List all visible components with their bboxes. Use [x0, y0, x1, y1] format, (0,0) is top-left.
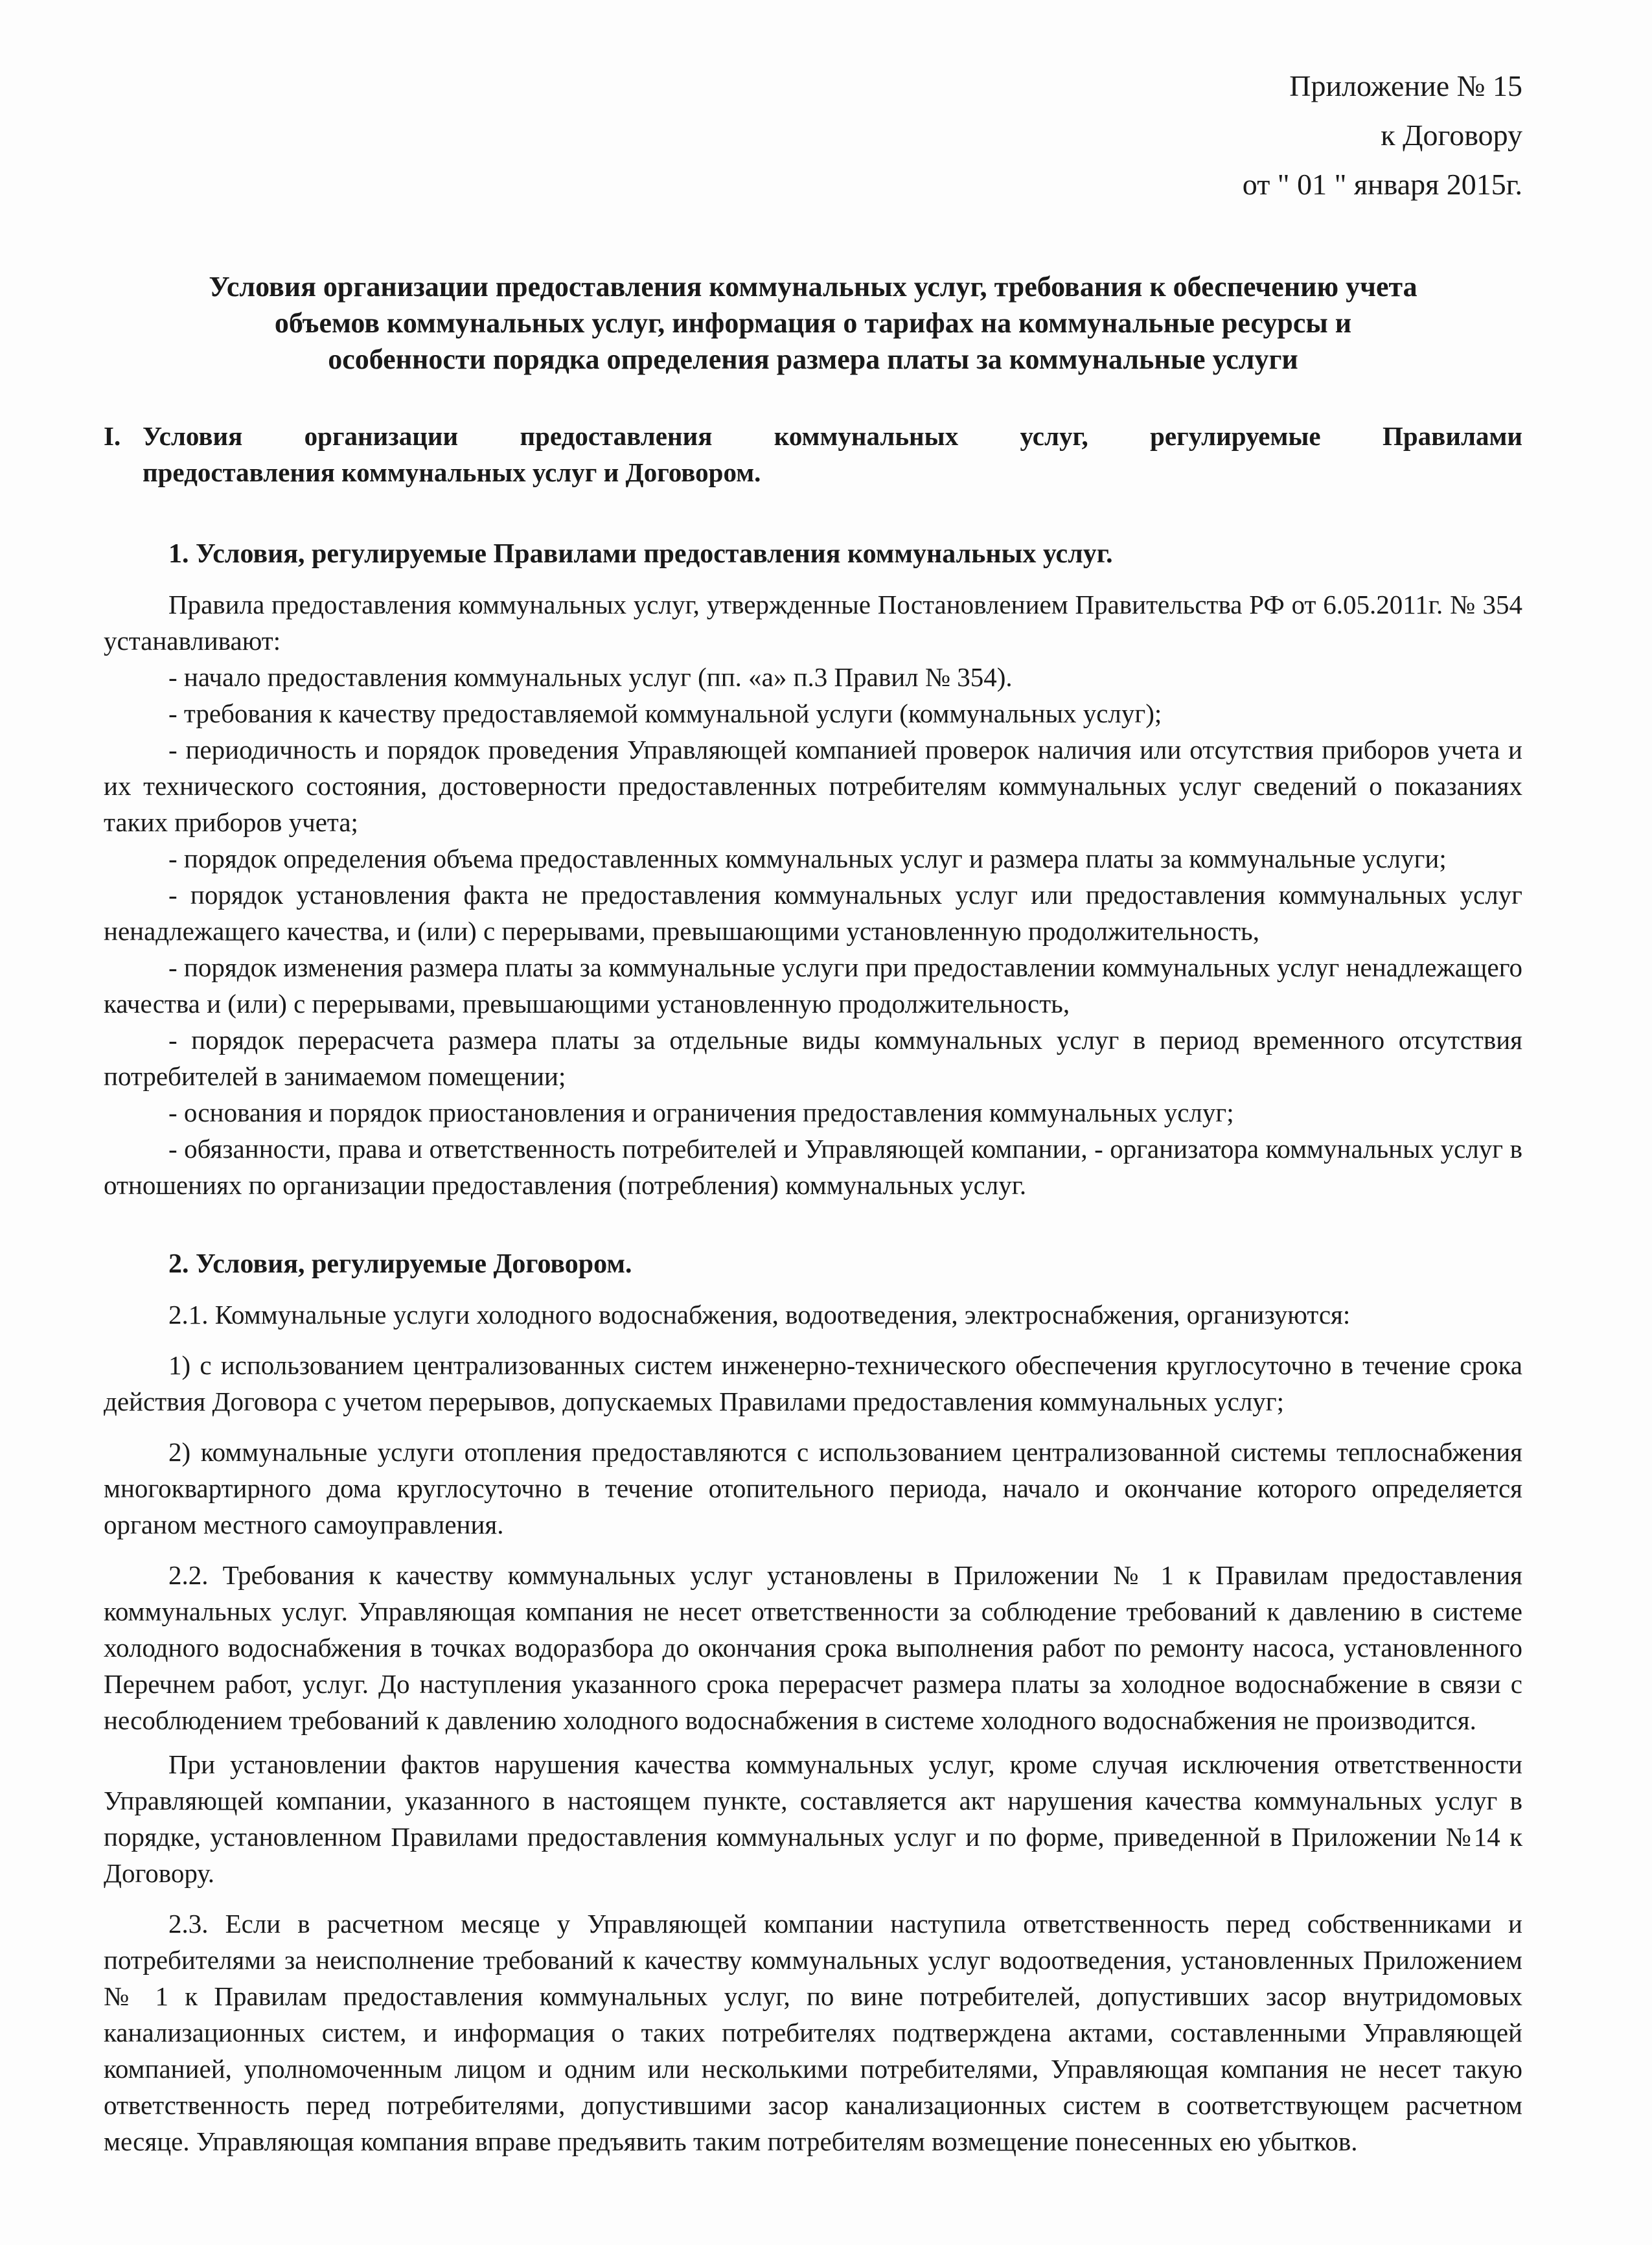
- paragraph-2-1-item-2: 2) коммунальные услуги отопления предоставляются с использованием централизованной системы теплоснабжения многоквартирного дома круглосуточно в течение отопительного периода, начало и окончание которого определяется органом местного самоуправления.: [104, 1437, 1522, 1539]
- document-content: [104, 62, 1522, 2159]
- subsection-1-heading: 1. Условия, регулируемые Правилами предоставления коммунальных услуг.: [168, 539, 1113, 569]
- appendix-header: [104, 62, 1522, 209]
- section-1-line-1: Условия организации предоставления коммунальных услуг, регулируемые Правилами: [143, 421, 1522, 451]
- section-1-heading: [104, 418, 1522, 490]
- title-line-1: Условия организации предоставления коммунальных услуг, требования к обеспечению учета: [209, 271, 1417, 303]
- appendix-number: Приложение № 15: [1289, 69, 1522, 102]
- section-1-line-2: предоставления коммунальных услуг и Договором.: [143, 457, 761, 487]
- list-item: - периодичность и порядок проведения Управляющей компанией проверок наличия или отсутствия приборов учета и их технического состояния, достоверности предоставленных потребителям коммунальных услуг сведений о показаниях таких приборов учета;: [104, 735, 1522, 837]
- appendix-date: от " 01 " января 2015г.: [1242, 168, 1522, 201]
- list-item: - обязанности, права и ответственность потребителей и Управляющей компании, - организатора коммунальных услуг в отношениях по организации предоставления (потребления) коммунальных услуг.: [104, 1134, 1522, 1200]
- paragraph-2-1-item-1: 1) с использованием централизованных систем инженерно-технического обеспечения круглосуточно в течение срока действия Договора с учетом перерывов, допускаемых Правилами предоставления коммунальных услуг;: [104, 1350, 1522, 1416]
- paragraph-2-1: 2.1. Коммунальные услуги холодного водоснабжения, водоотведения, электроснабжения, организуются:: [168, 1300, 1351, 1330]
- list-item: - требования к качеству предоставляемой коммунальной услуги (коммунальных услуг);: [168, 698, 1162, 728]
- subsection-1-intro: Правила предоставления коммунальных услуг, утвержденные Постановлением Правительства РФ от 6.05.2011г. № 354 устанавливают:: [104, 590, 1522, 656]
- title-line-3: особенности порядка определения размера платы за коммунальные услуги: [328, 343, 1298, 375]
- subsection-2-heading: 2. Условия, регулируемые Договором.: [168, 1249, 632, 1279]
- appendix-contract: к Договору: [1381, 119, 1522, 152]
- section-1-number: I.: [104, 421, 121, 451]
- list-item: - основания и порядок приостановления и ограничения предоставления коммунальных услуг;: [168, 1098, 1234, 1127]
- paragraph-2-3: 2.3. Если в расчетном месяце у Управляющей компании наступила ответственность перед собственниками и потребителями за неисполнение требований к качеству коммунальных услуг водоотведения, установленных Приложением № 1 к Правилам предоставления коммунальных услуг, по вине потребителей, допустивших засор внутридомовых канализационных систем, и информация о таких потребителях подтверждена актами, составленными Управляющей компанией, уполномоченным лицом и одним или несколькими потребителями, Управляющая компания не несет такую ответственность перед потребителями, допустившими засор канализационных систем в соответствующем расчетном месяце. Управляющая компания вправе предъявить таким потребителям возмещение понесенных ею убытков.: [104, 1909, 1522, 2156]
- list-item: - порядок изменения размера платы за коммунальные услуги при предоставлении коммунальных услуг ненадлежащего качества и (или) с перерывами, превышающими установленную продолжительность,: [104, 952, 1522, 1019]
- title-line-2: объемов коммунальных услуг, информация о тарифах на коммунальные ресурсы и: [274, 307, 1352, 339]
- paragraph-2-2: 2.2. Требования к качеству коммунальных услуг установлены в Приложении № 1 к Правилам предоставления коммунальных услуг. Управляющая компания не несет ответственности за соблюдение требований к давлению в системе холодного водоснабжения в точках водоразбора до окончания срока выполнения работ по ремонту насоса, установленного Перечнем работ, услуг. До наступления указанного срока перерасчет размера платы за холодное водоснабжение в связи с несоблюдением требований к давлению холодного водоснабжения в системе холодного водоснабжения не производится.: [104, 1560, 1522, 1735]
- paragraph-2-2-continued: При установлении фактов нарушения качества коммунальных услуг, кроме случая исключения ответственности Управляющей компании, указанного в настоящем пункте, составляется акт нарушения качества коммунальных услуг в порядке, установленном Правилами предоставления коммунальных услуг и по форме, приведенной в Приложении №14 к Договору.: [104, 1749, 1522, 1888]
- list-item: - порядок перерасчета размера платы за отдельные виды коммунальных услуг в период временного отсутствия потребителей в занимаемом помещении;: [104, 1025, 1522, 1091]
- list-item: - порядок установления факта не предоставления коммунальных услуг или предоставления коммунальных услуг ненадлежащего качества, и (или) с перерывами, превышающими установленную продолжительность,: [104, 880, 1522, 946]
- document-title: [104, 269, 1522, 378]
- list-item: - порядок определения объема предоставленных коммунальных услуг и размера платы за коммунальные услуги;: [168, 844, 1447, 873]
- list-item: - начало предоставления коммунальных услуг (пп. «а» п.3 Правил № 354).: [168, 662, 1013, 692]
